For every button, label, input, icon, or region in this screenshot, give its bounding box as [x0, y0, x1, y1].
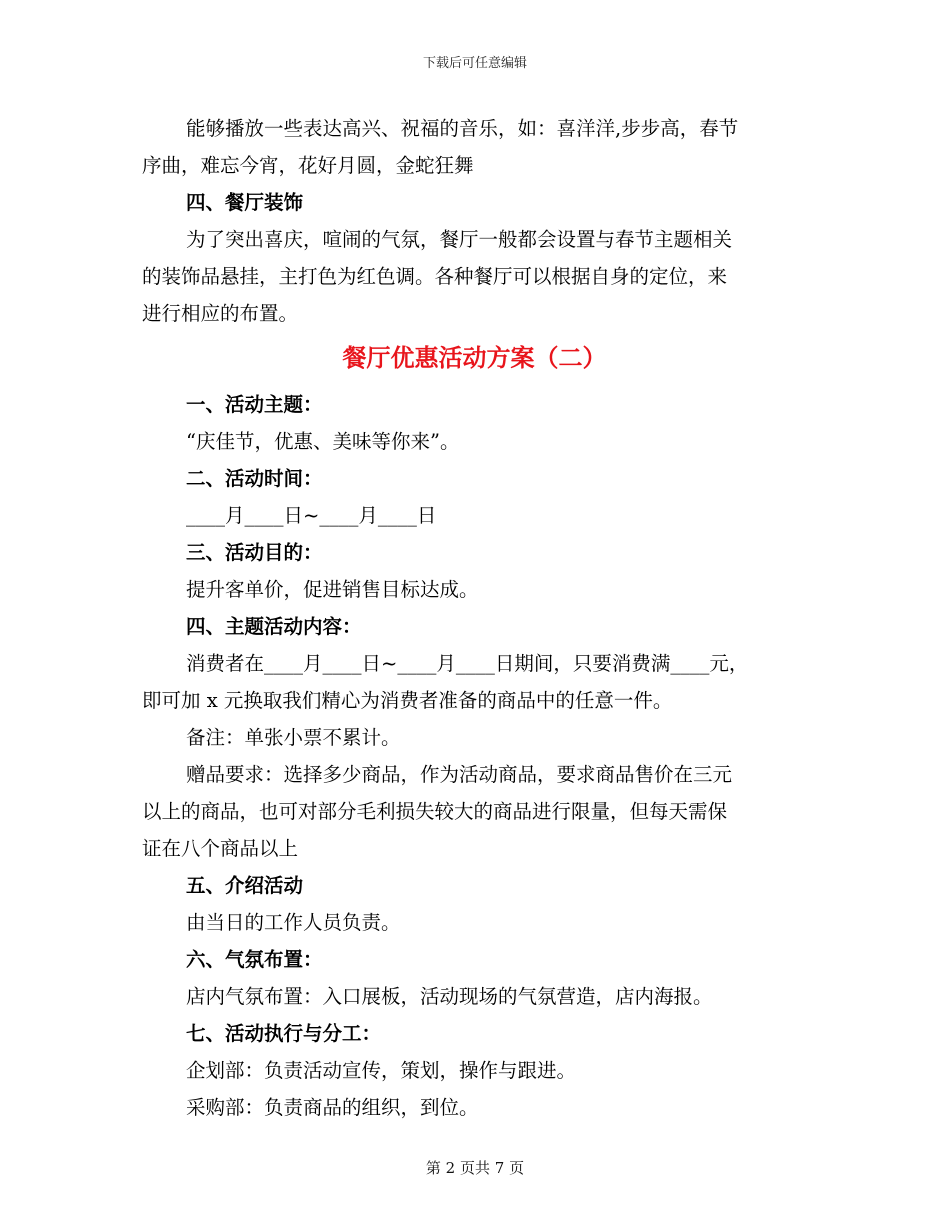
paragraph-line: 消费者在____月____日~____月____日期间，只要消费满____元，: [186, 652, 749, 675]
section-heading: 一、活动主题：: [186, 393, 323, 416]
paragraph-line: 能够播放一些表达高兴、祝福的音乐，如：喜洋洋,步步高，春节: [186, 117, 739, 140]
document-title: 餐厅优惠活动方案（二）: [342, 343, 607, 372]
section-heading: 三、活动目的：: [186, 541, 323, 564]
page-footer: 第 2 页共 7 页: [425, 1159, 525, 1177]
section-heading: 二、活动时间：: [186, 467, 323, 490]
document-body: [142, 110, 807, 1126]
paragraph-line: 的装饰品悬挂，主打色为红色调。各种餐厅可以根据自身的定位，来: [142, 265, 728, 288]
section-heading: 四、餐厅装饰: [186, 191, 304, 214]
section-heading: 五、介绍活动: [186, 874, 304, 897]
paragraph-line: 序曲，难忘今宵，花好月圆，金蛇狂舞: [142, 154, 474, 177]
paragraph-line: ____月____日~____月____日: [186, 504, 437, 527]
paragraph-line: 企划部：负责活动宣传，策划，操作与跟进。: [186, 1059, 577, 1082]
paragraph-line: 即可加 x 元换取我们精心为消费者准备的商品中的任意一件。: [142, 689, 673, 712]
paragraph-line: 由当日的工作人员负责。: [186, 911, 401, 934]
paragraph-line: 进行相应的布置。: [142, 302, 299, 325]
paragraph-line: 店内气氛布置：入口展板，活动现场的气氛营造，店内海报。: [186, 985, 713, 1008]
paragraph-line: 提升客单价，促进销售目标达成。: [186, 578, 479, 601]
paragraph-line: 以上的商品，也可对部分毛利损失较大的商品进行限量，但每天需保: [142, 800, 728, 823]
paragraph-line: “庆佳节，优惠、美味等你来”。: [186, 430, 460, 453]
paragraph-line: 证在八个商品以上: [142, 837, 299, 860]
section-heading: 六、气氛布置：: [186, 948, 323, 971]
section-heading: 七、活动执行与分工：: [186, 1022, 382, 1045]
paragraph-line: 备注：单张小票不累计。: [186, 726, 401, 749]
paragraph-line: 为了突出喜庆，喧闹的气氛，餐厅一般都会设置与春节主题相关: [186, 228, 733, 251]
paragraph-line: 采购部：负责商品的组织，到位。: [186, 1096, 479, 1119]
page-header: 下载后可任意编辑: [422, 56, 527, 71]
paragraph-line: 赠品要求：选择多少商品，作为活动商品，要求商品售价在三元: [186, 763, 733, 786]
section-heading: 四、主题活动内容：: [186, 615, 362, 638]
